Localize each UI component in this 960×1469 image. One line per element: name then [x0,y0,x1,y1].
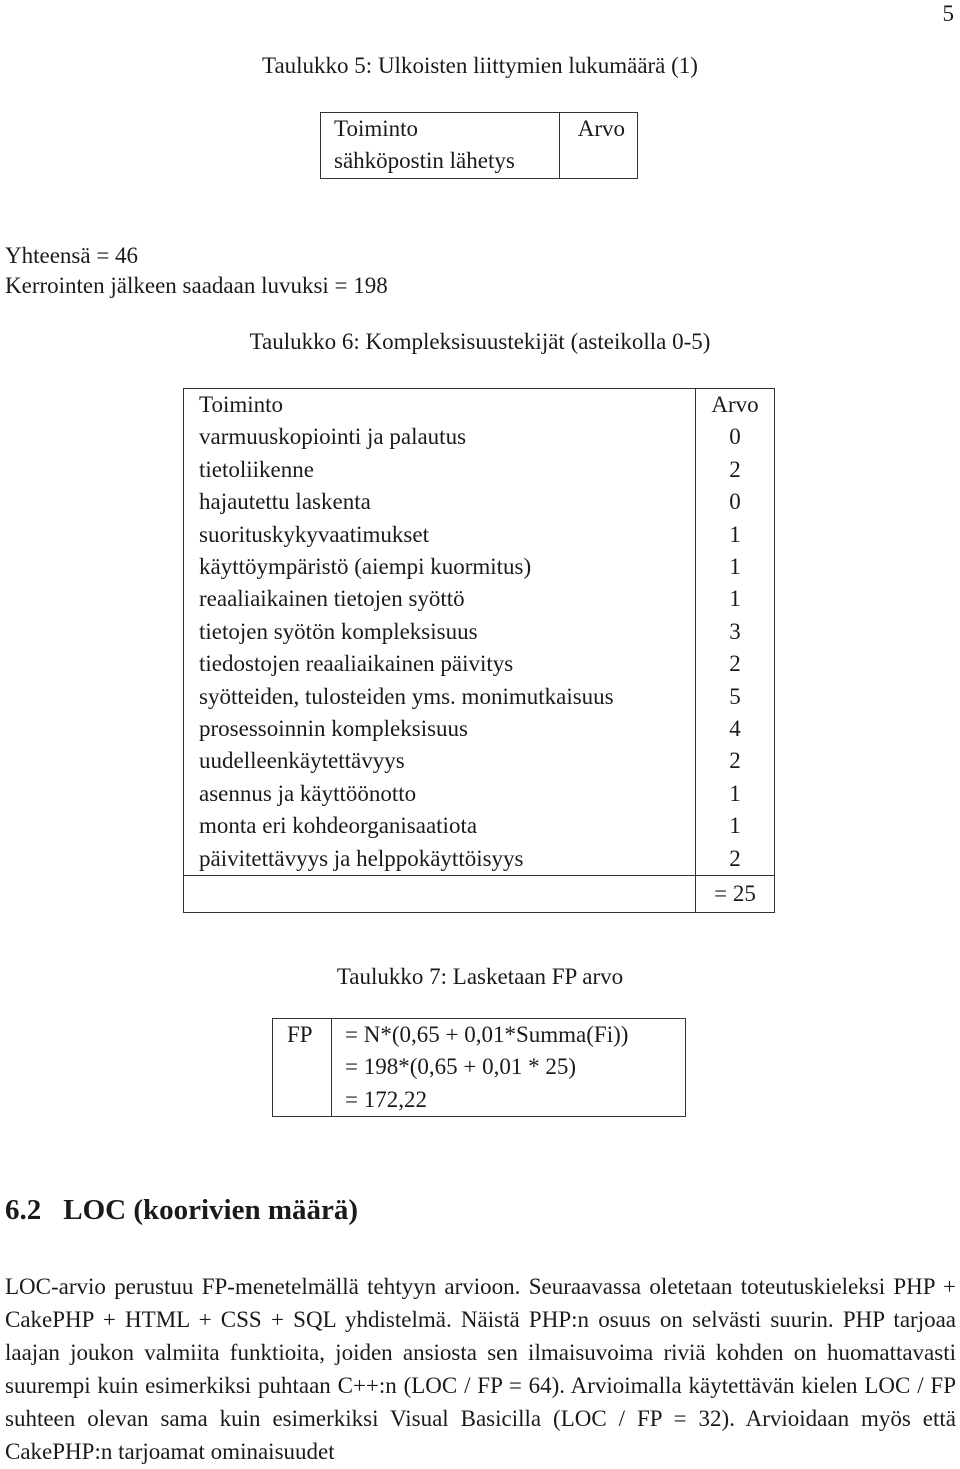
sum-after-weights: Kerrointen jälkeen saadaan luvuksi = 198 [5,273,388,298]
table6-header-row [184,389,775,422]
table6-cell-arvo: 1 [696,810,775,842]
table-row [184,745,775,777]
table7-caption: Taulukko 7: Lasketaan FP arvo [336,964,624,989]
section-title: LOC (koorivien määrä) [63,1194,359,1226]
table-row [184,778,775,810]
table6-cell-arvo: 2 [696,843,775,876]
table6-total-row [184,876,775,913]
table6-cell-toiminto: suorituskykyvaatimukset [199,521,429,547]
table-row [184,421,775,453]
table5-cell-toiminto: sähköpostin lähetys [334,148,515,174]
table6-cell-toiminto: reaaliaikainen tietojen syöttö [199,586,465,612]
table-row [184,551,775,583]
table-row [184,810,775,842]
table6-cell-arvo: 1 [696,551,775,583]
table6-cell-arvo: 0 [696,486,775,518]
table6-cell-toiminto: monta eri kohdeorganisaatiota [199,813,478,839]
table6-cell-toiminto: asennus ja käyttöönotto [199,780,417,806]
table5-header-row [321,113,638,146]
table6-cell-toiminto: prosessoinnin kompleksisuus [199,716,468,742]
section-number: 6.2 [5,1194,42,1226]
table6-cell-toiminto: hajautettu laskenta [199,489,371,515]
table6-cell-arvo: 5 [696,681,775,713]
table-row [184,519,775,551]
table-row [184,843,775,876]
table6-cell-arvo: 3 [696,616,775,648]
table7 [272,1018,686,1117]
table5-header-toiminto: Toiminto [334,116,419,141]
table6-header-toiminto: Toiminto [199,392,284,417]
table-row [184,486,775,518]
table6-cell-toiminto: päivitettävyys ja helppokäyttöisyys [199,845,524,871]
table6-caption: Taulukko 6: Kompleksisuustekijät (asteikolla 0-5) [249,329,711,354]
table6-cell-arvo: 4 [696,713,775,745]
table6-cell-arvo: 2 [696,454,775,486]
table7-line-3: = 172,22 [345,1086,427,1112]
table-row [184,616,775,648]
table6-cell-arvo: 0 [696,421,775,453]
section-heading [5,1190,358,1230]
table6-cell-toiminto: syötteiden, tulosteiden yms. monimutkaisuus [199,683,614,709]
table7-line-2: = 198*(0,65 + 0,01 * 25) [345,1054,577,1080]
page-number: 5 [942,1,954,26]
table7-label: FP [273,1019,332,1117]
table5-cell-arvo [560,145,638,178]
table6-cell-toiminto: uudelleenkäytettävyys [199,748,405,774]
table7-formula [332,1019,686,1117]
table-row [321,145,638,178]
table6-cell-toiminto: tietojen syötön kompleksisuus [199,618,478,644]
table5 [320,112,638,179]
sum-total: Yhteensä = 46 [5,243,139,268]
table6-cell-toiminto: tiedostojen reaaliaikainen päivitys [199,651,514,677]
table6-header-arvo: Arvo [696,389,775,422]
section-paragraph: LOC-arvio perustuu FP-menetelmällä tehtyyn arvioon. Seuraavassa oletetaan toteutuskieleksi PHP + CakePHP + HTML + CSS + SQL yhdistelmä. Näistä PHP:n osuus on selvästi suurin. PHP tarjoaa laajan joukon valmiita funktioita, joiden ansiosta sen ilmaisuvoima riviä kohden on huomattavasti suurempi kuin esimerkiksi puhtaan C++:n (LOC / FP = 64). Arvioimalla käytettävän kielen LOC / FP suhteen olevan sama kuin esimerkiksi Visual Basicilla (LOC / FP = 32). Arvioidaan myös että CakePHP:n tarjoamat ominaisuudet [5,1274,956,1465]
table6-cell-arvo: 1 [696,519,775,551]
table6-total-empty-cell [184,876,696,913]
table5-caption: Taulukko 5: Ulkoisten liittymien lukumäärä (1) [262,53,698,78]
table-row [184,648,775,680]
table-row [273,1019,686,1117]
table6-cell-arvo: 1 [696,583,775,615]
table6-cell-arvo: 2 [696,648,775,680]
table-row [184,713,775,745]
table5-header-arvo: Arvo [560,113,638,146]
table6-cell-toiminto: käyttöympäristö (aiempi kuormitus) [199,554,532,580]
table6-total-value: = 25 [696,876,775,913]
table7-line-1: = N*(0,65 + 0,01*Summa(Fi)) [345,1022,629,1047]
table6-cell-toiminto: varmuuskopiointi ja palautus [199,424,467,450]
table6-cell-arvo: 1 [696,778,775,810]
table-row [184,583,775,615]
table-row [184,454,775,486]
table6 [183,388,775,913]
table6-cell-toiminto: tietoliikenne [199,456,314,482]
table-row [184,681,775,713]
table6-cell-arvo: 2 [696,745,775,777]
